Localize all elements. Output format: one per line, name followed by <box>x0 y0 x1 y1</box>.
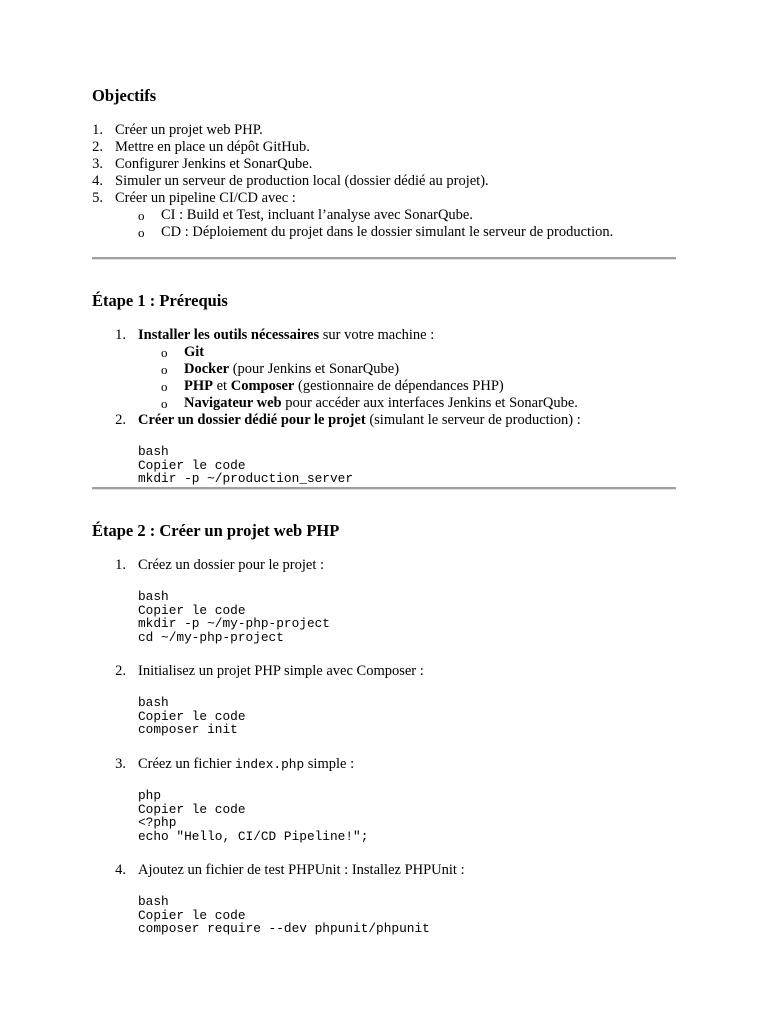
text: (pour Jenkins et SonarQube) <box>229 361 400 377</box>
text: sur votre machine : <box>319 327 435 343</box>
bullet-icon: o <box>161 345 168 360</box>
list-subitem <box>184 395 578 412</box>
list-subitem: CI : Build et Test, incluant l’analyse avec SonarQube. <box>161 207 473 223</box>
list-subitem <box>184 361 399 378</box>
section-title-etape2: Étape 2 : Créer un projet web PHP <box>92 521 340 540</box>
list-item: Créer un pipeline CI/CD avec : <box>115 190 296 206</box>
copy-code-button[interactable]: Copier le code <box>138 457 246 473</box>
code-line: <?php <box>138 815 177 831</box>
code-language: bash <box>138 894 169 909</box>
list-item <box>138 327 434 344</box>
code-language: bash <box>138 444 169 459</box>
code-block <box>138 895 430 936</box>
list-number: 3. <box>115 756 126 772</box>
copy-code-button[interactable]: Copier le code <box>138 602 246 618</box>
list-item: Configurer Jenkins et SonarQube. <box>115 156 313 172</box>
text: (simulant le serveur de production) : <box>365 412 581 428</box>
list-number: 2. <box>115 663 126 679</box>
list-item: Créer un projet web PHP. <box>115 122 263 138</box>
horizontal-rule <box>92 487 676 490</box>
list-number: 5. <box>92 190 103 206</box>
list-number: 1. <box>92 122 103 138</box>
list-subitem: CD : Déploiement du projet dans le dossier simulant le serveur de production. <box>161 224 614 240</box>
code-language: bash <box>138 695 169 710</box>
copy-code-button[interactable]: Copier le code <box>138 801 246 817</box>
list-subitem <box>184 344 204 361</box>
code-line: echo "Hello, CI/CD Pipeline!"; <box>138 829 369 845</box>
horizontal-rule <box>92 257 676 260</box>
list-item: Simuler un serveur de production local (dossier dédié au projet). <box>115 173 489 189</box>
list-number: 4. <box>92 173 103 189</box>
code-line: composer require --dev phpunit/phpunit <box>138 921 430 937</box>
code-line: composer init <box>138 722 238 738</box>
bold-text: Installer les outils nécessaires <box>138 327 320 343</box>
text: (gestionnaire de dépendances PHP) <box>294 378 504 394</box>
bold-text: PHP <box>184 378 213 394</box>
list-subitem <box>184 378 504 395</box>
list-item: Créez un dossier pour le projet : <box>138 557 325 573</box>
bold-text: Composer <box>230 378 295 394</box>
code-block <box>138 590 330 645</box>
text: pour accéder aux interfaces Jenkins et SonarQube. <box>281 395 578 411</box>
code-language: php <box>138 788 162 803</box>
bullet-icon: o <box>138 208 145 223</box>
bullet-icon: o <box>161 362 168 377</box>
bullet-icon: o <box>161 379 168 394</box>
list-number: 1. <box>115 327 126 343</box>
code-line: mkdir -p ~/production_server <box>138 471 354 487</box>
list-item: Initialisez un projet PHP simple avec Composer : <box>138 663 424 679</box>
copy-code-button[interactable]: Copier le code <box>138 907 246 923</box>
bullet-icon: o <box>138 225 145 240</box>
bold-text: Créer un dossier dédié pour le projet <box>138 412 366 428</box>
bold-text: Docker <box>184 361 230 377</box>
list-number: 2. <box>92 139 103 155</box>
code-line: mkdir -p ~/my-php-project <box>138 616 330 632</box>
inline-code-filename: index.php <box>235 757 305 772</box>
text: Créez un fichier <box>138 756 236 772</box>
list-item <box>138 412 581 429</box>
code-language: bash <box>138 589 169 604</box>
bold-text: Git <box>184 344 205 360</box>
list-number: 2. <box>115 412 126 428</box>
list-item <box>138 756 354 773</box>
code-block <box>138 445 353 486</box>
text: et <box>213 378 231 394</box>
code-line: cd ~/my-php-project <box>138 630 284 646</box>
bullet-icon: o <box>161 396 168 411</box>
copy-code-button[interactable]: Copier le code <box>138 708 246 724</box>
section-title-etape1: Étape 1 : Prérequis <box>92 291 228 310</box>
section-title-objectifs: Objectifs <box>92 86 157 105</box>
text: simple : <box>304 756 355 772</box>
list-number: 4. <box>115 862 126 878</box>
code-block <box>138 696 246 737</box>
bold-text: Navigateur web <box>184 395 282 411</box>
list-item: Mettre en place un dépôt GitHub. <box>115 139 310 155</box>
code-block <box>138 789 368 844</box>
list-number: 3. <box>92 156 103 172</box>
list-item: Ajoutez un fichier de test PHPUnit : Installez PHPUnit : <box>138 862 465 878</box>
list-number: 1. <box>115 557 126 573</box>
